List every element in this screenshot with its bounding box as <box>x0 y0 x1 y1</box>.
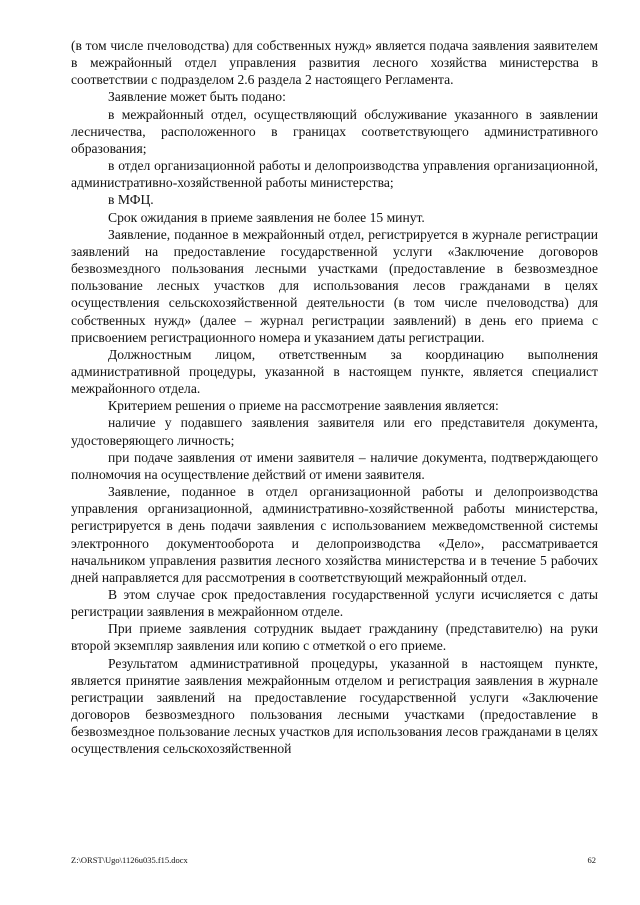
paragraph: в МФЦ. <box>108 192 154 208</box>
footer-file-path: Z:\ORST\Ugo\1126u035.f15.docx <box>71 855 188 865</box>
paragraph: Результатом административной процедуры, указанной в настоящем пункте, является принятие заявления межрайонным отделом и регистрация заявления в журнале регистрации заявлений на предоставление государственной услуги «Заключение договоров безвозмездного пользования лесными участками (предоставление в безвозмездное пользование лесных участков для использования лесов гражданами в целях осуществления сельскохозяйственной <box>71 655 598 757</box>
paragraph: Заявление, поданное в межрайонный отдел, регистрируется в журнале регистрации заявлений на предоставление государственной услуги «Заключение договоров безвозмездного пользования лесными участками (предоставление в безвозмездное пользование лесных участков для использования лесов гражданами в целях осуществления сельскохозяйственной деятельности (в том числе пчеловодства) для собственных нужд» (далее – журнал регистрации заявлений) в день его приема с присвоением регистрационного номера и указанием даты регистрации. <box>71 226 598 345</box>
document-body <box>71 37 598 758</box>
paragraph: (в том числе пчеловодства) для собственных нужд» является подача заявления заявителем в межрайонный отдел управления развития лесного хозяйства министерства в соответствии с подразделом 2.6 раздела 2 настоящего Регламента. <box>71 38 598 88</box>
paragraph: Срок ожидания в приеме заявления не более 15 минут. <box>108 209 425 225</box>
paragraph: в межрайонный отдел, осуществляющий обслуживание указанного в заявлении лесничества, расположенного в границах соответствующего административного образования; <box>71 106 598 156</box>
paragraph: наличие у подавшего заявления заявителя или его представителя документа, удостоверяющего личность; <box>71 415 598 448</box>
paragraph: В этом случае срок предоставления государственной услуги исчисляется с даты регистрации заявления в межрайонном отделе. <box>71 587 598 620</box>
page-number: 62 <box>587 855 596 865</box>
paragraph: При приеме заявления сотрудник выдает гражданину (представителю) на руки второй экземпляр заявления или копию с отметкой о его приеме. <box>71 621 598 654</box>
paragraph: при подаче заявления от имени заявителя – наличие документа, подтверждающего полномочия на осуществление действий от имени заявителя. <box>71 449 598 482</box>
paragraph: Заявление, поданное в отдел организационной работы и делопроизводства управления организационной, административно-хозяйственной работы министерства, регистрируется в день подачи заявления с использованием межведомственной системы электронного документооборота и делопроизводства «Дело», рассматривается начальником управления развития лесного хозяйства министерства и в течение 5 рабочих дней направляется для рассмотрения в соответствующий межрайонный отдел. <box>71 484 598 585</box>
paragraph: в отдел организационной работы и делопроизводства управления организационной, административно-хозяйственной работы министерства; <box>71 158 598 191</box>
paragraph: Критерием решения о приеме на рассмотрение заявления является: <box>108 398 499 414</box>
page-footer <box>71 854 598 866</box>
paragraph: Заявление может быть подано: <box>108 89 286 105</box>
paragraph: Должностным лицом, ответственным за координацию выполнения административной процедуры, указанной в настоящем пункте, является специалист межрайонного отдела. <box>71 346 598 397</box>
